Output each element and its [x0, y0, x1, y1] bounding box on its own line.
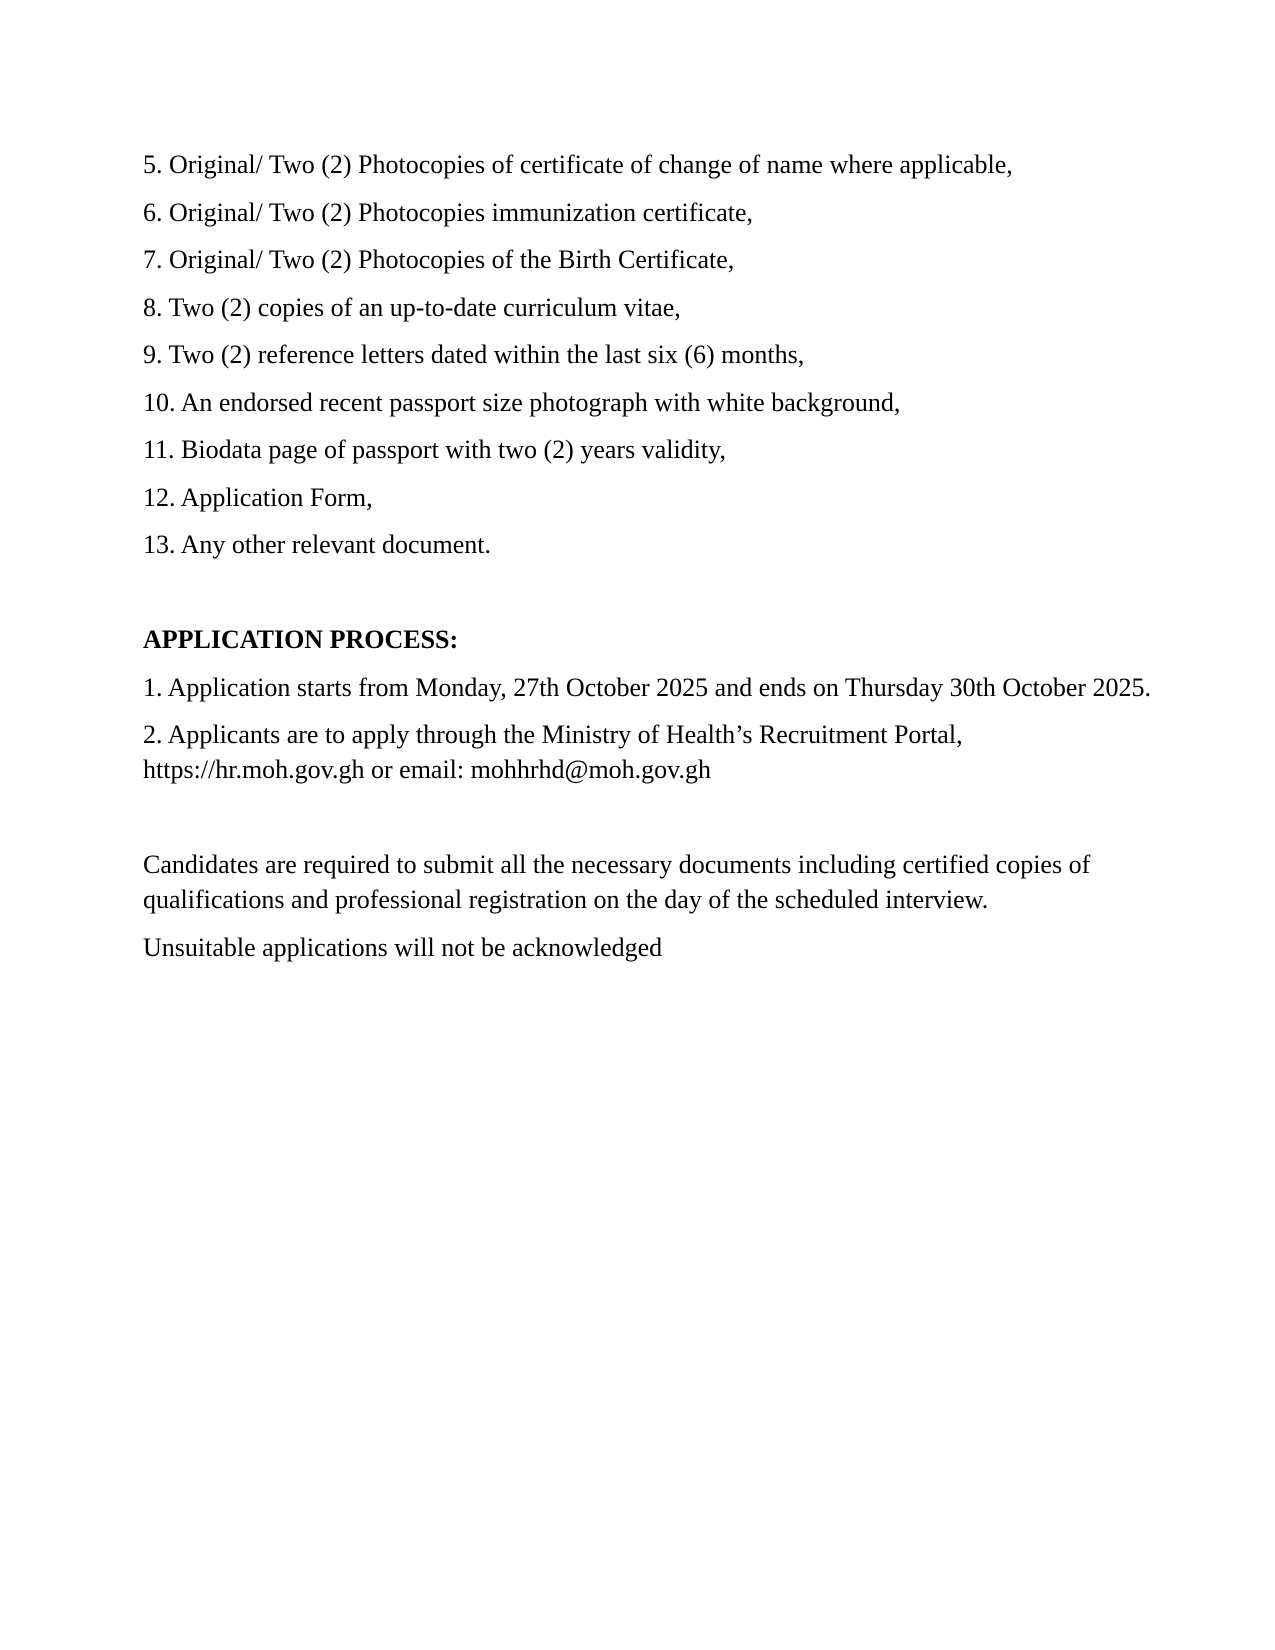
list-item-13: 13. Any other relevant document.	[143, 530, 492, 559]
closing-notes	[143, 847, 1135, 965]
blank-line	[143, 575, 1135, 610]
application-process-heading: APPLICATION PROCESS:	[143, 625, 459, 654]
required-documents-list	[143, 147, 1135, 562]
process-step-1: 1. Application starts from Monday, 27th October 2025 and ends on Thursday 30th October 2025.	[143, 672, 1152, 702]
application-process-section	[143, 622, 1152, 787]
process-step-2	[143, 717, 1135, 787]
list-item-9: 9. Two (2) reference letters dated within the last six (6) months,	[143, 340, 805, 369]
closing-note-documents-line-2: qualifications and professional registration on the day of the scheduled interview.	[143, 885, 989, 914]
closing-note-unsuitable: Unsuitable applications will not be acknowledged	[143, 932, 663, 962]
process-step-2-line-1: 2. Applicants are to apply through the Ministry of Health’s Recruitment Portal,	[143, 720, 963, 749]
closing-note-documents-line-1: Candidates are required to submit all the necessary documents including certified copies of	[143, 850, 1091, 879]
list-item-5: 5. Original/ Two (2) Photocopies of certificate of change of name where applicable,	[143, 150, 1013, 179]
list-item-11: 11. Biodata page of passport with two (2) years validity,	[143, 435, 726, 464]
list-item-7: 7. Original/ Two (2) Photocopies of the Birth Certificate,	[143, 245, 735, 274]
list-item-10: 10. An endorsed recent passport size photograph with white background,	[143, 387, 901, 417]
list-item-6: 6. Original/ Two (2) Photocopies immunization certificate,	[143, 197, 753, 227]
process-step-2-line-2-portal-url-and-email: https://hr.moh.gov.gh or email: mohhrhd@moh.gov.gh	[143, 755, 711, 784]
blank-line	[143, 800, 1135, 835]
list-item-12: 12. Application Form,	[143, 482, 373, 512]
list-item-8: 8. Two (2) copies of an up-to-date curriculum vitae,	[143, 292, 681, 322]
closing-note-documents	[143, 847, 1135, 917]
